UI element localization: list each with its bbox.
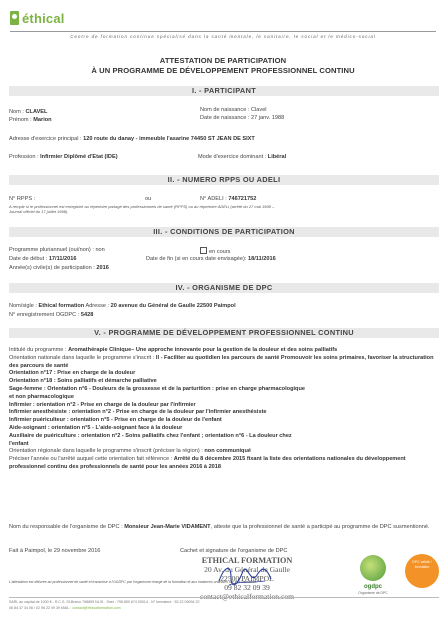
orientation-item: Orientation n°18 : Soins palliatifs et démarche palliative	[9, 378, 157, 385]
mode-exercice-label: Mode d'exercice dominant :	[198, 154, 268, 160]
adresse-label: Adresse d'exercice principal :	[9, 136, 84, 142]
section-participant-heading: I. - PARTICIPANT	[9, 86, 439, 96]
en-cours-field	[200, 247, 230, 256]
footer-contact-prefix: 06 84 37 34 06 / 02 96 22 09 39 MAIL :	[9, 606, 73, 610]
rpps-label: N° RPPS :	[9, 196, 36, 202]
fait-a: Fait à Paimpol, le 29 novembre 2016	[9, 548, 101, 554]
nom-label: Nom :	[9, 109, 26, 115]
en-cours-label: en cours	[209, 249, 231, 255]
prenom-field	[9, 117, 52, 124]
orientation-nationale-value: II - Faciliter au quotidien les parcours de santé Promouvoir les soins primaires, favoriser la structuration des parcours de santé	[9, 354, 434, 369]
responsable-statement	[9, 524, 437, 532]
ogdpc-number-field	[9, 312, 93, 319]
organisme-adresse-label: Adresse :	[84, 303, 111, 309]
stamp-line: 22500 PAIMPOL	[220, 574, 274, 583]
orientation-item: Infirmier : orientation n°2 - Prise en charge de la douleur par l'infirmier	[9, 401, 196, 408]
orientation-item: Infirmier anesthésiste : orientation n°2 - Prise en charge de la douleur par l'infirmier anesthésiste	[9, 409, 267, 416]
nom-naissance-label: Nom de naissance :	[200, 107, 251, 113]
intitule-value: Aromathérapie Clinique– Une approche innovante pour la gestion de la douleur et des soins palliatifs	[68, 347, 338, 353]
nom-value: CLAVEL	[25, 109, 48, 115]
stamp-line: ETHICAL FORMATION	[201, 556, 293, 565]
nom-field	[9, 109, 47, 116]
document-title-line2: À UN PROGRAMME DE DÉVELOPPEMENT PROFESSIONNEL CONTINU	[91, 66, 355, 75]
date-debut-label: Date de début :	[9, 256, 49, 262]
orientation-nationale-label: Orientation nationale dans laquelle le programme s'inscrit :	[9, 354, 156, 361]
date-debut-value: 17/11/2016	[48, 256, 77, 262]
orientation-regionale-value: non communiqué	[204, 448, 252, 455]
arrete-label: Préciser l'année ou l'arrêté auquel cette orientation fait référence :	[9, 456, 174, 463]
annees-label: Année(s) civile(s) de participation :	[9, 265, 97, 271]
adeli-value: 746721752	[228, 196, 257, 202]
responsable-prefix: Nom du responsable de l'organisme de DPC :	[9, 524, 125, 530]
en-cours-checkbox	[200, 247, 207, 254]
tagline: Centre de formation continue spécialisé dans la santé mentale, le sanitaire, le social et le médico-social	[70, 34, 376, 39]
logo-text: éthical	[22, 10, 65, 26]
intitule-label: Intitulé du programme :	[9, 347, 69, 353]
ogdpc-logo-text: ogdpc	[364, 584, 382, 590]
programme-details	[9, 347, 437, 472]
arrete-value: Arrêté du 8 décembre 2015 fixant la liste des orientations nationales du développement professionnel continu des professionnels de santé pour les années 2016 à 2018	[9, 456, 406, 470]
document-title-line1: ATTESTATION DE PARTICIPATION	[159, 56, 287, 65]
orientation-item: Auxiliaire de puériculture : orientation n°2 - Soins palliatifs chez l'enfant ; orientation n°6 - La douleur chez	[9, 432, 292, 439]
date-fin-field	[146, 256, 276, 263]
ogdpc-number-label: N° enregistrement OGDPC :	[9, 312, 81, 318]
adresse-field	[9, 136, 255, 143]
orientation-item: Sage-femme : Orientation n°6 - Douleurs de la grossesse et de la parturition : prise en charge pharmacologique	[9, 385, 305, 392]
date-naissance-value: 27 janv. 1988	[251, 115, 285, 121]
handwritten-signature	[215, 561, 275, 591]
orientation-nationale-field	[9, 355, 437, 371]
stamp-line: 09 82 32 09 39	[224, 583, 270, 592]
nom-naissance-field	[200, 107, 267, 114]
footer-contact	[9, 606, 121, 611]
date-debut-field	[9, 256, 77, 263]
prenom-label: Prénom :	[9, 117, 34, 123]
ethical-logo-icon	[10, 11, 19, 25]
profession-value: Infirmier Diplômé d'Etat (IDE)	[40, 154, 118, 160]
ogdpc-number-value: 5428	[80, 312, 94, 318]
ogdpc-logo-icon	[360, 555, 386, 581]
pluriannuel-value: non	[95, 247, 105, 253]
arrete-field	[9, 456, 437, 472]
date-fin-value: 18/11/2016	[248, 256, 276, 262]
header-divider	[10, 31, 436, 32]
section-programme-heading: V. - PROGRAMME DE DÉVELOPPEMENT PROFESSIONNEL CONTINU	[9, 328, 439, 338]
orientation-regionale-label: Orientation régionale dans laquelle le programme s'inscrit (préciser la région) :	[9, 448, 205, 455]
intitule-field	[9, 347, 437, 355]
mode-exercice-value: Libéral	[267, 154, 287, 160]
organisme-nom-value: Ethical formation	[38, 303, 85, 309]
prenom-value: Marion	[33, 117, 52, 123]
adeli-field	[200, 196, 256, 203]
ethical-logo	[10, 8, 65, 28]
orientation-regionale-field	[9, 448, 437, 456]
ogdpc-logo	[352, 555, 394, 595]
annees-value: 2016	[96, 265, 109, 271]
profession-field	[9, 154, 118, 161]
organisme-field	[9, 303, 236, 310]
orientation-item: Orientation n°17 : Prise en charge de la douleur	[9, 370, 136, 377]
orientation-item: Aide-soignant : orientation n°5 - L'aide-soignant face à la douleur	[9, 424, 183, 431]
stamp-line: contact@ethicalformation.com	[199, 592, 295, 601]
orientation-item: Infirmier puériculteur : orientation n°5 - Prise en charge de la douleur de l'enfant	[9, 417, 222, 424]
rpps-note-line2: Journal officiel du 17 juillet 1998).	[9, 209, 69, 214]
pluriannuel-field	[9, 247, 105, 254]
footer-email-link[interactable]: contact@ethicalformation.com	[72, 606, 121, 610]
footer-divider	[9, 597, 439, 598]
ogdpc-logo-subtext: Organisme de DPC	[358, 591, 388, 595]
rpps-or-label: ou	[145, 196, 152, 202]
adresse-value: 120 route du danay - immeuble l'asarine 74450 ST JEAN DE SIXT	[83, 136, 255, 142]
responsable-suffix: , atteste que la professionnel de santé a participé au programme de DPC susmentionné.	[210, 524, 430, 530]
cachet-label: Cachet et signature de l'organisme de DPC	[180, 548, 288, 554]
organisme-adresse-value: 20 avenue du Général de Gaulle 22500 Paimpol	[110, 303, 236, 309]
pluriannuel-label: Programme pluriannuel (oui/non) :	[9, 247, 96, 253]
date-naissance-label: Date de naissance :	[200, 115, 251, 121]
attestation-note: L'attestation est délivrée au professionnel de santé et transmise à l'OGDPC par l'organisme chargé de la formation et aux instances ordinales sur leur demande.	[9, 580, 258, 584]
orientation-item: l'enfant	[9, 440, 29, 447]
footer-legal: SARL au capital de 1000 € - R.C.S. St-Brieuc 798859 NI-SI - Siret : 798 859 674 00014 - N° formateur : 53 22 09094 22	[9, 600, 200, 604]
organisme-nom-label: Nom/sigle :	[9, 303, 39, 309]
annees-field	[9, 265, 109, 272]
nom-naissance-value: Clavel	[251, 107, 267, 113]
date-naissance-field	[200, 115, 284, 122]
responsable-name: Monsieur Jean-Marie VIDAMENT	[124, 524, 211, 530]
section-rpps-heading: II. - NUMERO RPPS OU ADELI	[9, 175, 439, 185]
adeli-label: N° ADELI :	[200, 196, 229, 202]
rpps-note-line1: A remplir si le professionnel est enregistré au répertoire partagé des professionnels de santé (RPPS) ou au répertoire ADELI (arrêté du 27 mai 1998 –	[9, 204, 275, 209]
section-organisme-heading: IV. - ORGANISME DE DPC	[9, 283, 439, 293]
mode-exercice-field	[198, 154, 286, 161]
date-fin-label: Date de fin (si en cours date envisagée):	[146, 256, 248, 262]
stamp-line: 20 Av. du Général de Gaulle	[204, 565, 290, 574]
section-conditions-heading: III. - CONDITIONS DE PARTICIPATION	[9, 227, 439, 237]
profession-label: Profession :	[9, 154, 41, 160]
dpc-badge: DPC validé / formation	[405, 554, 439, 588]
orientation-item: et non pharmacologique	[9, 393, 74, 400]
